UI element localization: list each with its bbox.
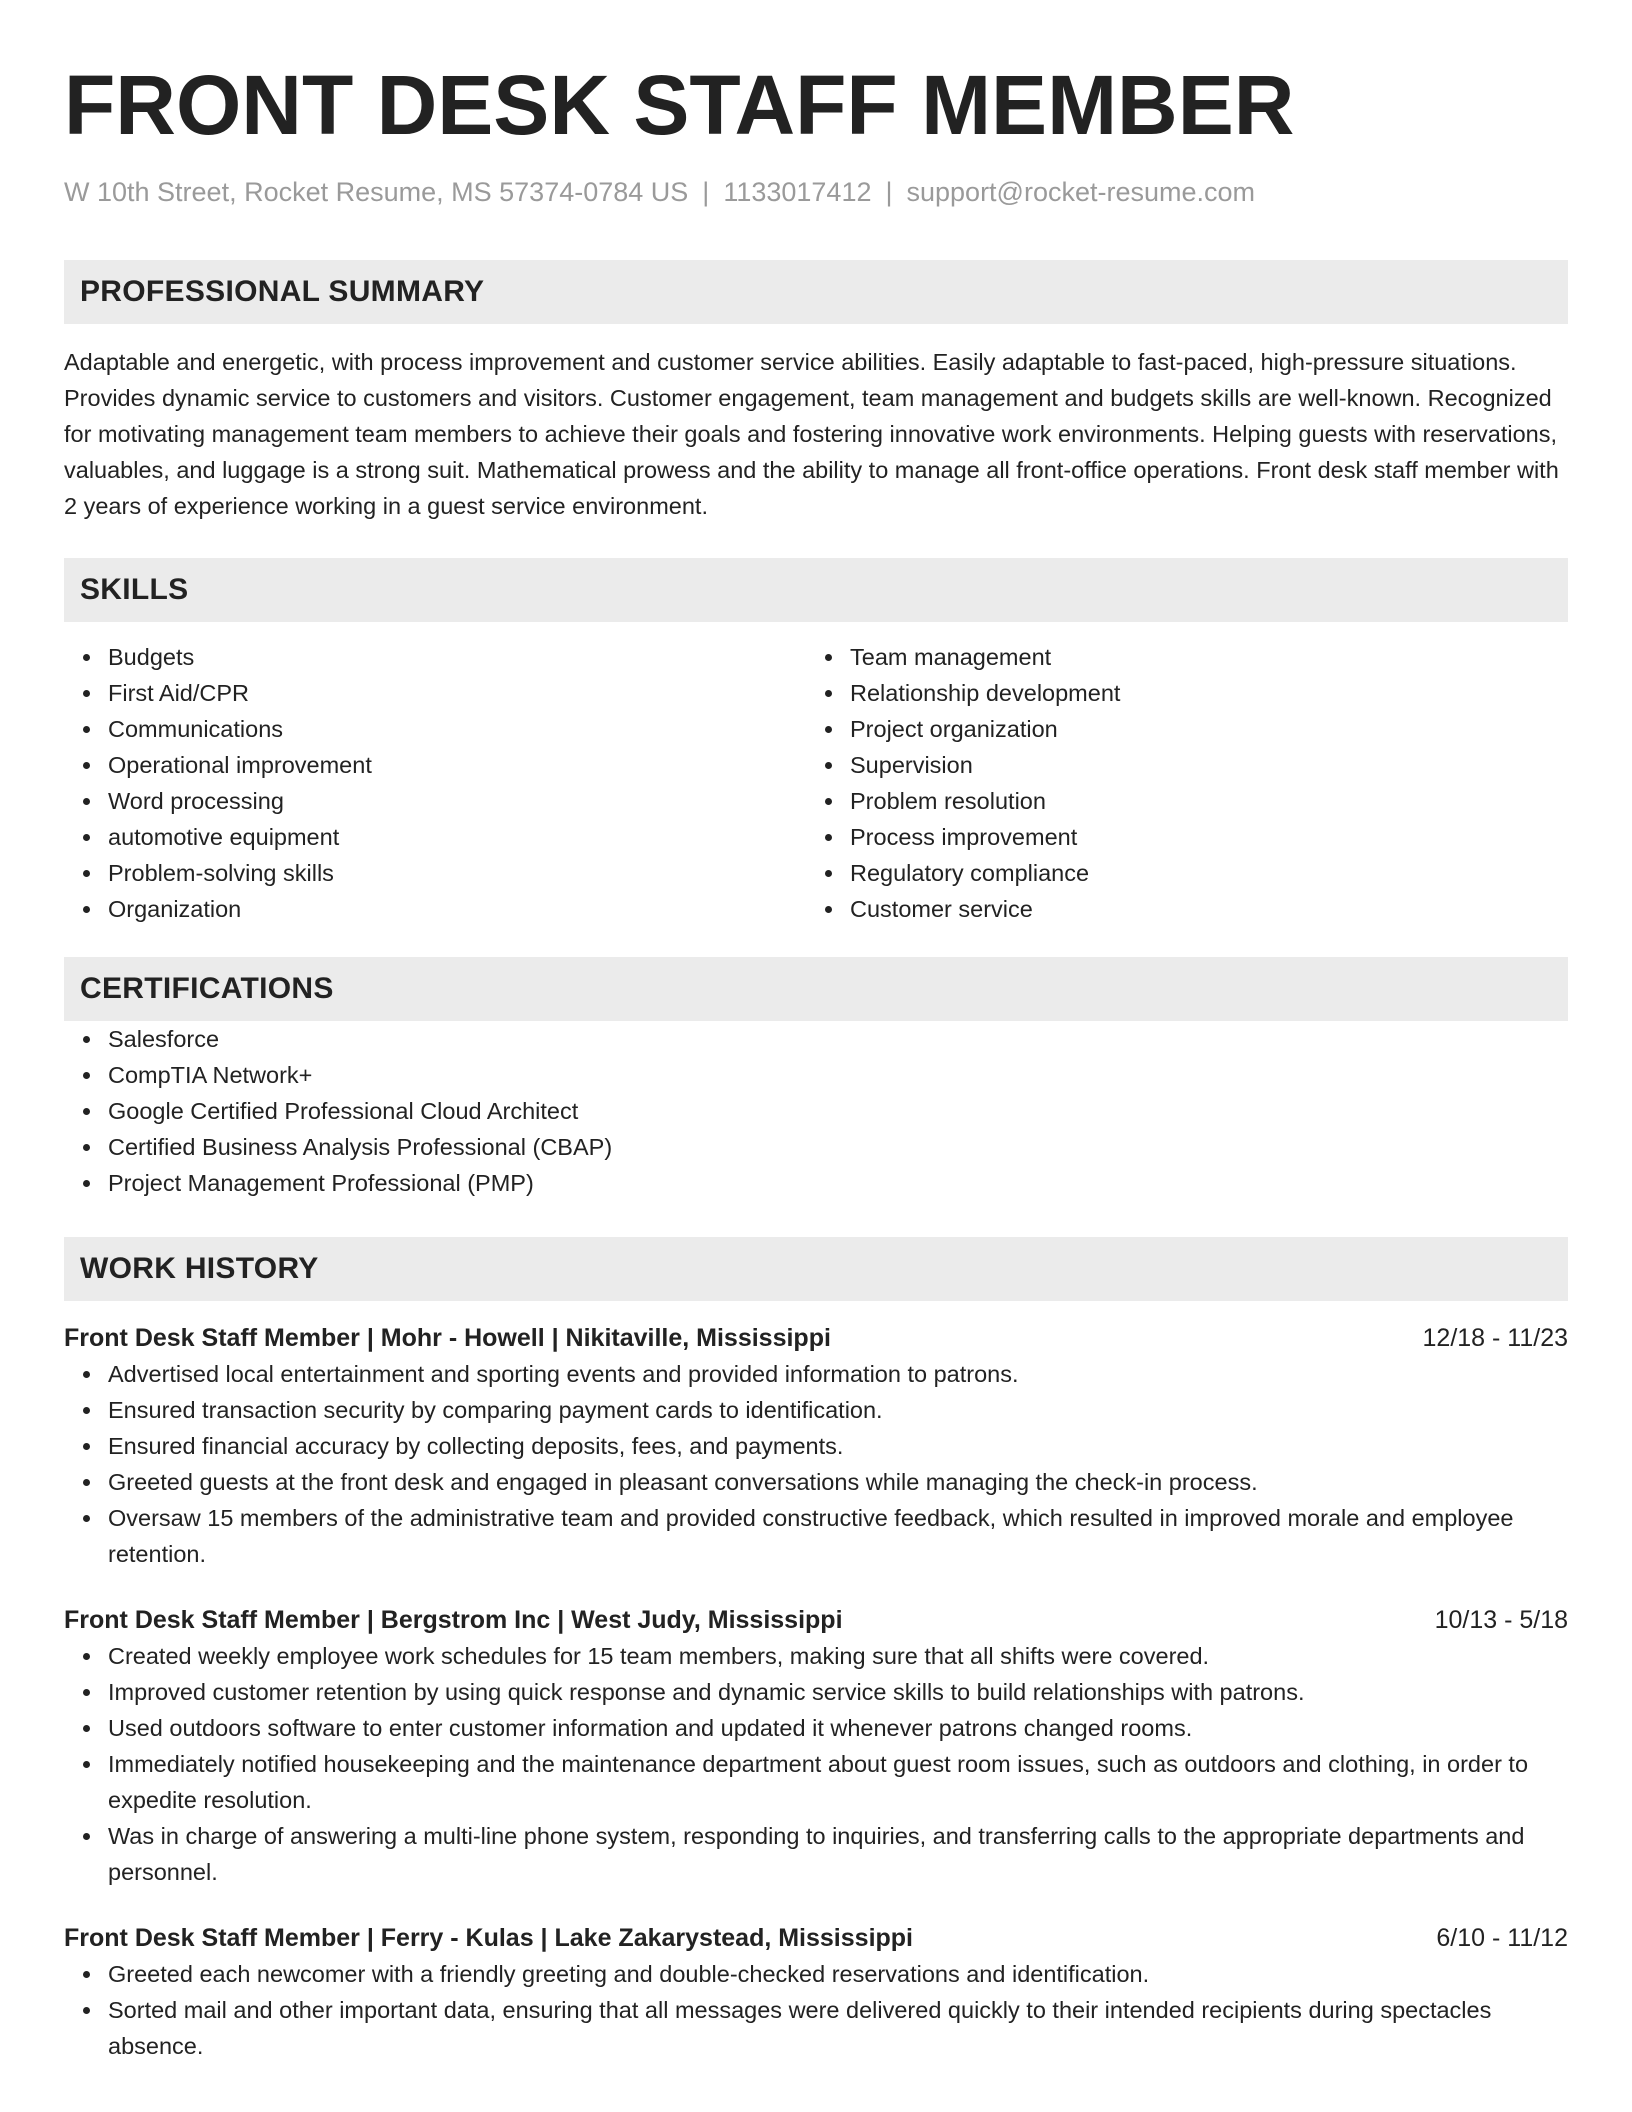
job-header <box>64 1320 1568 1356</box>
summary-text: Adaptable and energetic, with process improvement and customer service abilities. Easily adaptable to fast-paced, high-pressure situations. Provides dynamic service to customers and visitors. Customer engagement, team management and budgets skills are well-known. Recognized for motivating management team members to achieve their goals and fostering innovative work environments. Helping guests with reservations, valuables, and luggage is a strong suit. Mathematical prowess and the ability to manage all front-office operations. Front desk staff member with 2 years of experience working in a guest service environment. <box>64 349 1559 519</box>
certification-item: Project Management Professional (PMP) <box>108 1165 1568 1201</box>
skills-column-left <box>64 639 806 927</box>
job-duties-list <box>64 1956 1568 2064</box>
job-title: Front Desk Staff Member | Ferry - Kulas | Lake Zakarystead, Mississippi <box>64 1924 913 1952</box>
contact-address: W 10th Street, Rocket Resume, MS 57374-0784 US <box>64 177 689 207</box>
job-duty-item: Was in charge of answering a multi-line phone system, responding to inquiries, and transferring calls to the appropriate departments and personnel. <box>108 1818 1568 1890</box>
contact-separator: | <box>885 177 893 207</box>
job-duty-item: Greeted guests at the front desk and engaged in pleasant conversations while managing the check-in process. <box>108 1464 1568 1500</box>
job-duty-item: Ensured transaction security by comparing payment cards to identification. <box>108 1392 1568 1428</box>
certifications-heading: CERTIFICATIONS <box>80 972 334 1005</box>
skill-item: Process improvement <box>850 819 1548 855</box>
contact-separator: | <box>702 177 710 207</box>
job-entry <box>64 1920 1568 2064</box>
skill-item: Budgets <box>108 639 806 675</box>
contact-phone: 1133017412 <box>723 177 872 207</box>
skills-column-right <box>806 639 1548 927</box>
skill-item: Supervision <box>850 747 1548 783</box>
job-duty-item: Advertised local entertainment and sporting events and provided information to patrons. <box>108 1356 1568 1392</box>
job-duty-item: Created weekly employee work schedules for 15 team members, making sure that all shifts were covered. <box>108 1638 1568 1674</box>
contact-email: support@rocket-resume.com <box>906 177 1256 207</box>
skill-item: Operational improvement <box>108 747 806 783</box>
job-duty-item: Greeted each newcomer with a friendly greeting and double-checked reservations and identification. <box>108 1956 1568 1992</box>
job-entry <box>64 1320 1568 1572</box>
job-duty-item: Ensured financial accuracy by collecting deposits, fees, and payments. <box>108 1428 1568 1464</box>
skill-item: Problem resolution <box>850 783 1548 819</box>
certification-item: CompTIA Network+ <box>108 1057 1568 1093</box>
job-duties-list <box>64 1356 1568 1572</box>
skill-item: Organization <box>108 891 806 927</box>
skill-item: Project organization <box>850 711 1548 747</box>
skill-item: Regulatory compliance <box>850 855 1548 891</box>
skill-item: Communications <box>108 711 806 747</box>
job-duty-item: Oversaw 15 members of the administrative team and provided constructive feedback, which resulted in improved morale and employee retention. <box>108 1500 1568 1572</box>
job-header <box>64 1602 1568 1638</box>
skill-item: Problem-solving skills <box>108 855 806 891</box>
job-duty-item: Immediately notified housekeeping and the maintenance department about guest room issues, such as outdoors and clothing, in order to expedite resolution. <box>108 1746 1568 1818</box>
skill-item: Customer service <box>850 891 1548 927</box>
skills-grid <box>64 639 1568 927</box>
certification-item: Certified Business Analysis Professional (CBAP) <box>108 1129 1568 1165</box>
skill-item: Word processing <box>108 783 806 819</box>
skill-item: Team management <box>850 639 1548 675</box>
job-dates: 6/10 - 11/12 <box>1436 1924 1568 1952</box>
skill-item: Relationship development <box>850 675 1548 711</box>
resume-page <box>64 0 1568 2064</box>
job-duty-item: Used outdoors software to enter customer information and updated it whenever patrons changed rooms. <box>108 1710 1568 1746</box>
skill-item: First Aid/CPR <box>108 675 806 711</box>
skills-heading: SKILLS <box>80 573 189 606</box>
certification-item: Salesforce <box>108 1021 1568 1057</box>
work-history-heading: WORK HISTORY <box>80 1252 319 1285</box>
job-duty-item: Improved customer retention by using quick response and dynamic service skills to build relationships with patrons. <box>108 1674 1568 1710</box>
job-title: Front Desk Staff Member | Bergstrom Inc | West Judy, Mississippi <box>64 1606 843 1634</box>
skills-heading-bar <box>64 558 1568 622</box>
work-history-heading-bar <box>64 1237 1568 1301</box>
certifications-heading-bar <box>64 957 1568 1021</box>
summary-heading: PROFESSIONAL SUMMARY <box>80 275 485 308</box>
resume-name: FRONT DESK STAFF MEMBER <box>64 58 1295 152</box>
contact-line <box>64 174 1568 210</box>
job-title: Front Desk Staff Member | Mohr - Howell | Nikitaville, Mississippi <box>64 1324 831 1352</box>
job-dates: 10/13 - 5/18 <box>1434 1606 1568 1634</box>
job-duty-item: Sorted mail and other important data, ensuring that all messages were delivered quickly to their intended recipients during spectacles absence. <box>108 1992 1568 2064</box>
job-dates: 12/18 - 11/23 <box>1422 1324 1568 1352</box>
job-header <box>64 1920 1568 1956</box>
job-duties-list <box>64 1638 1568 1890</box>
job-entry <box>64 1602 1568 1890</box>
certification-item: Google Certified Professional Cloud Architect <box>108 1093 1568 1129</box>
certifications-list <box>64 1021 1568 1201</box>
summary-heading-bar <box>64 260 1568 324</box>
skill-item: automotive equipment <box>108 819 806 855</box>
